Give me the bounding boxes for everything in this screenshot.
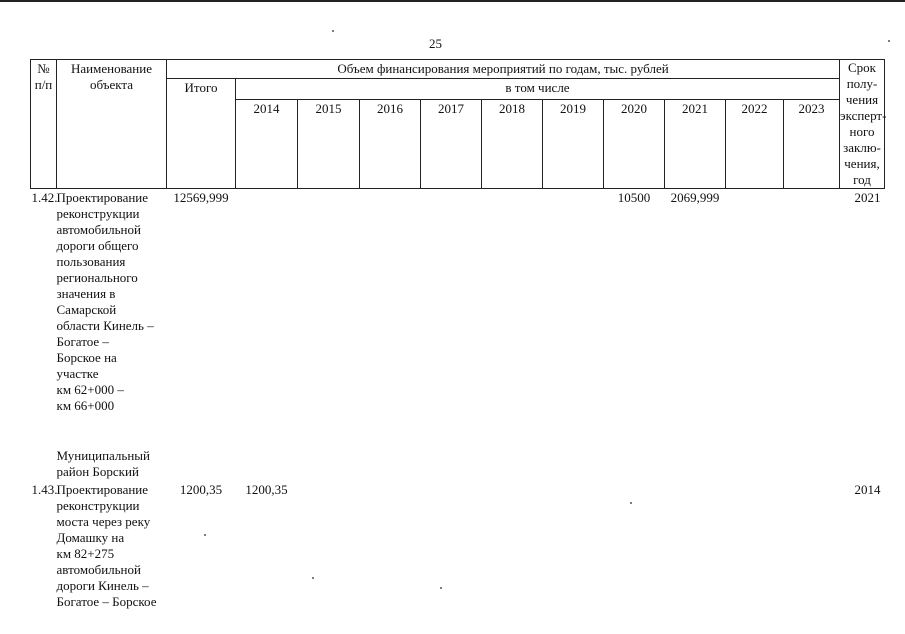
header-year: 2014 bbox=[236, 100, 298, 189]
header-year: 2022 bbox=[726, 100, 784, 189]
header-expert-term: Срок полу- чения эксперт- ного заклю- чения, год bbox=[840, 60, 887, 187]
header-including: в том числе bbox=[236, 79, 840, 100]
header-year: 2023 bbox=[784, 100, 840, 189]
total-value: 1200,35 bbox=[179, 482, 223, 497]
scan-speck bbox=[888, 40, 890, 42]
value-2021 bbox=[665, 481, 726, 611]
value-2014: 1200,35 bbox=[245, 482, 288, 497]
value-2020 bbox=[604, 481, 665, 611]
header-funding: Объем финансирования мероприятий по годам, тыс. рублей bbox=[167, 60, 840, 79]
header-year: 2018 bbox=[482, 100, 543, 189]
total-value: 12569,999 bbox=[173, 190, 229, 205]
scan-speck bbox=[332, 30, 334, 32]
table-row bbox=[31, 415, 885, 481]
term-value: 2014 bbox=[854, 482, 881, 497]
header-year: 2017 bbox=[421, 100, 482, 189]
header-object-name: Наименование объекта bbox=[57, 60, 167, 189]
header-number: № п/п bbox=[31, 60, 57, 189]
financing-table bbox=[30, 59, 885, 611]
row-number: 1.43. bbox=[31, 482, 58, 497]
object-name: Проектирование реконструкции автомобильной дороги общего пользования регионального значения в Самарской области Кинель – Богатое – Борское на участке км 62+000 – км 66+000 bbox=[56, 190, 154, 413]
row-number bbox=[31, 415, 57, 481]
header-year: 2020 bbox=[604, 100, 665, 189]
header-year: 2016 bbox=[360, 100, 421, 189]
table-row bbox=[31, 189, 885, 416]
header-total: Итого bbox=[167, 79, 236, 189]
page-number: 25 bbox=[429, 36, 442, 51]
term-value: 2021 bbox=[854, 190, 881, 205]
header-year: 2019 bbox=[543, 100, 604, 189]
object-name: Проектирование реконструкции моста через реку Домашку на км 82+275 автомобильной дороги Кинель – Богатое – Борское bbox=[56, 482, 157, 609]
row-number: 1.42. bbox=[31, 190, 58, 205]
top-border-line bbox=[0, 0, 905, 2]
header-year: 2015 bbox=[298, 100, 360, 189]
header-year: 2021 bbox=[665, 100, 726, 189]
value-2014 bbox=[236, 189, 298, 416]
value-2020: 10500 bbox=[617, 190, 651, 205]
table-row bbox=[31, 481, 885, 611]
district-label: Муниципальный район Борский bbox=[56, 448, 150, 479]
district-name bbox=[57, 415, 167, 481]
value-2021: 2069,999 bbox=[670, 190, 720, 205]
